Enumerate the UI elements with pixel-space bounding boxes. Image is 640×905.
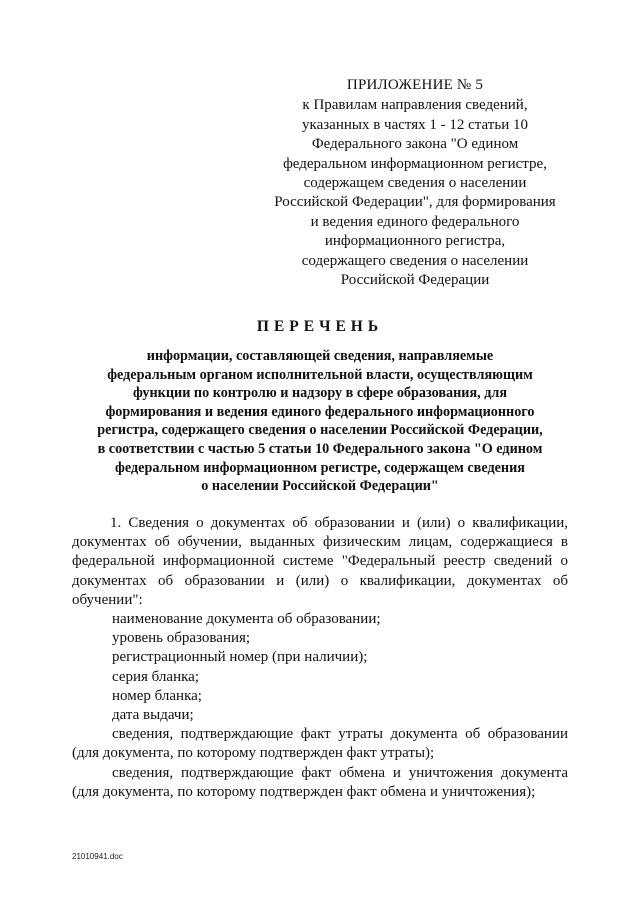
subheading-line: информации, составляющей сведения, направляемые bbox=[146, 348, 494, 364]
list-item: сведения, подтверждающие факт утраты документа об образовании (для документа, по которому подтвержден факт утраты); bbox=[72, 726, 568, 762]
subheading-line: в соответствии с частью 5 статьи 10 Федерального закона "О едином bbox=[97, 440, 543, 457]
appendix-line: Федерального закона "О едином bbox=[311, 136, 519, 153]
subheading-line: федеральном информационном регистре, содержащем сведения bbox=[115, 459, 525, 476]
list-item: уровень образования; bbox=[112, 630, 251, 647]
appendix-title: ПРИЛОЖЕНИЕ № 5 bbox=[346, 77, 484, 93]
subheading-line: формирования и ведения единого федерального информационного bbox=[105, 403, 535, 420]
document-subheading bbox=[70, 347, 570, 496]
appendix-line: содержащем сведения о населении bbox=[303, 175, 527, 192]
appendix-header bbox=[262, 76, 568, 290]
appendix-line: информационного регистра, bbox=[324, 233, 506, 250]
document-heading: ПЕРЕЧЕНЬ bbox=[256, 318, 384, 335]
appendix-line: указанных в частях 1 - 12 статьи 10 bbox=[302, 116, 528, 133]
list-item: регистрационный номер (при наличии); bbox=[112, 649, 368, 666]
list-item: наименование документа об образовании; bbox=[112, 611, 381, 628]
paragraph-1: 1. Сведения о документах об образовании и (или) о квалификации, документах об обучении, выданных физическим лицам, содержащиеся в федеральной информационной системе "Федеральный реестр сведений о документах об образовании и (или) о квалификации, документах об обучении": bbox=[72, 515, 568, 608]
appendix-line: содержащего сведения о населении bbox=[301, 252, 529, 269]
subheading-line: функции по контролю и надзору в сфере образования, для bbox=[132, 385, 508, 402]
list-item: серия бланка; bbox=[112, 668, 199, 685]
document-body bbox=[72, 514, 568, 802]
list-item: сведения, подтверждающие факт обмена и уничтожения документа (для документа, по которому подтвержден факт обмена и уничтожения); bbox=[72, 764, 568, 800]
appendix-line: Российской Федерации", для формирования bbox=[274, 194, 556, 211]
subheading-line: федеральным органом исполнительной власти, осуществляющим bbox=[107, 366, 533, 383]
appendix-line: к Правилам направления сведений, bbox=[302, 97, 528, 114]
appendix-line: Российской Федерации bbox=[340, 272, 490, 289]
footer-filename: 21010941.doc bbox=[72, 852, 123, 861]
appendix-line: федеральном информационном регистре, bbox=[283, 155, 547, 172]
list-item: дата выдачи; bbox=[112, 707, 194, 724]
subheading-line: регистра, содержащего сведения о населении Российской Федерации, bbox=[97, 422, 543, 439]
list-item: номер бланка; bbox=[112, 687, 202, 704]
appendix-line: и ведения единого федерального bbox=[310, 213, 520, 230]
subheading-line: о населении Российской Федерации" bbox=[201, 478, 439, 495]
